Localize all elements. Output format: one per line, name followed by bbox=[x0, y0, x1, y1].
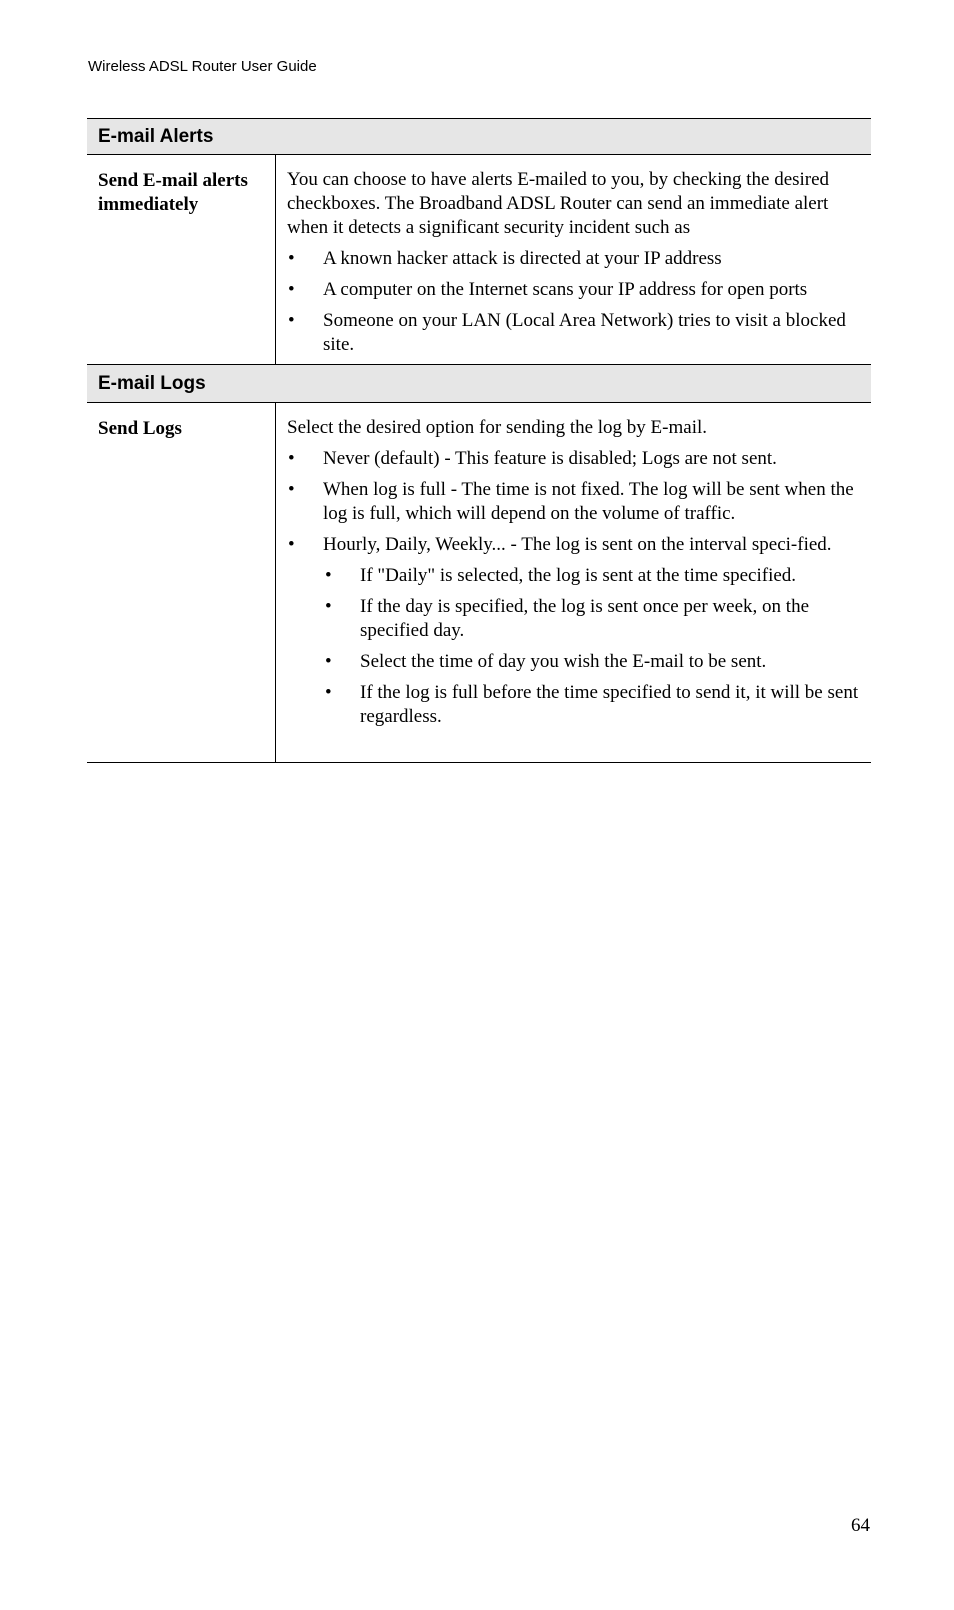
settings-table bbox=[87, 118, 871, 763]
list-item: • If "Daily" is selected, the log is sent at the time specified. bbox=[324, 564, 863, 588]
description-send-logs bbox=[276, 403, 871, 762]
page-number: 64 bbox=[851, 1515, 870, 1536]
bullet-list bbox=[287, 447, 863, 557]
description-send-email-alerts bbox=[276, 155, 871, 364]
description-intro: Select the desired option for sending the log by E-mail. bbox=[287, 417, 708, 438]
sub-bullet-list bbox=[324, 564, 863, 729]
list-item: • If the log is full before the time specified to send it, it will be sent regardless. bbox=[324, 681, 863, 729]
term-send-logs: Send Logs bbox=[87, 403, 276, 762]
list-item: • If the day is specified, the log is sent once per week, on the specified day. bbox=[324, 595, 863, 643]
list-item: • A known hacker attack is directed at your IP address bbox=[287, 247, 863, 271]
description-intro: You can choose to have alerts E-mailed to you, by checking the desired checkboxes. The Broadband ADSL Router can send an immediate alert when it detects a significant security incident such as bbox=[287, 169, 830, 238]
table-row-send-logs bbox=[87, 403, 871, 762]
list-item: • Someone on your LAN (Local Area Network) tries to visit a blocked site. bbox=[287, 309, 863, 357]
list-item: • Hourly, Daily, Weekly... - The log is sent on the interval speci-fied. bbox=[287, 533, 863, 557]
bullet-list bbox=[287, 247, 863, 357]
term-send-email-alerts: Send E-mail alerts immediately bbox=[87, 155, 276, 364]
list-item: • Select the time of day you wish the E-mail to be sent. bbox=[324, 650, 863, 674]
section-heading-email-alerts: E-mail Alerts bbox=[87, 119, 871, 155]
list-item: • A computer on the Internet scans your IP address for open ports bbox=[287, 278, 863, 302]
list-item: • Never (default) - This feature is disabled; Logs are not sent. bbox=[287, 447, 863, 471]
table-row-send-email-alerts bbox=[87, 155, 871, 365]
section-heading-email-logs: E-mail Logs bbox=[87, 365, 871, 403]
list-item: • When log is full - The time is not fixed. The log will be sent when the log is full, which will depend on the volume of traffic. bbox=[287, 478, 863, 526]
running-header: Wireless ADSL Router User Guide bbox=[88, 58, 317, 75]
